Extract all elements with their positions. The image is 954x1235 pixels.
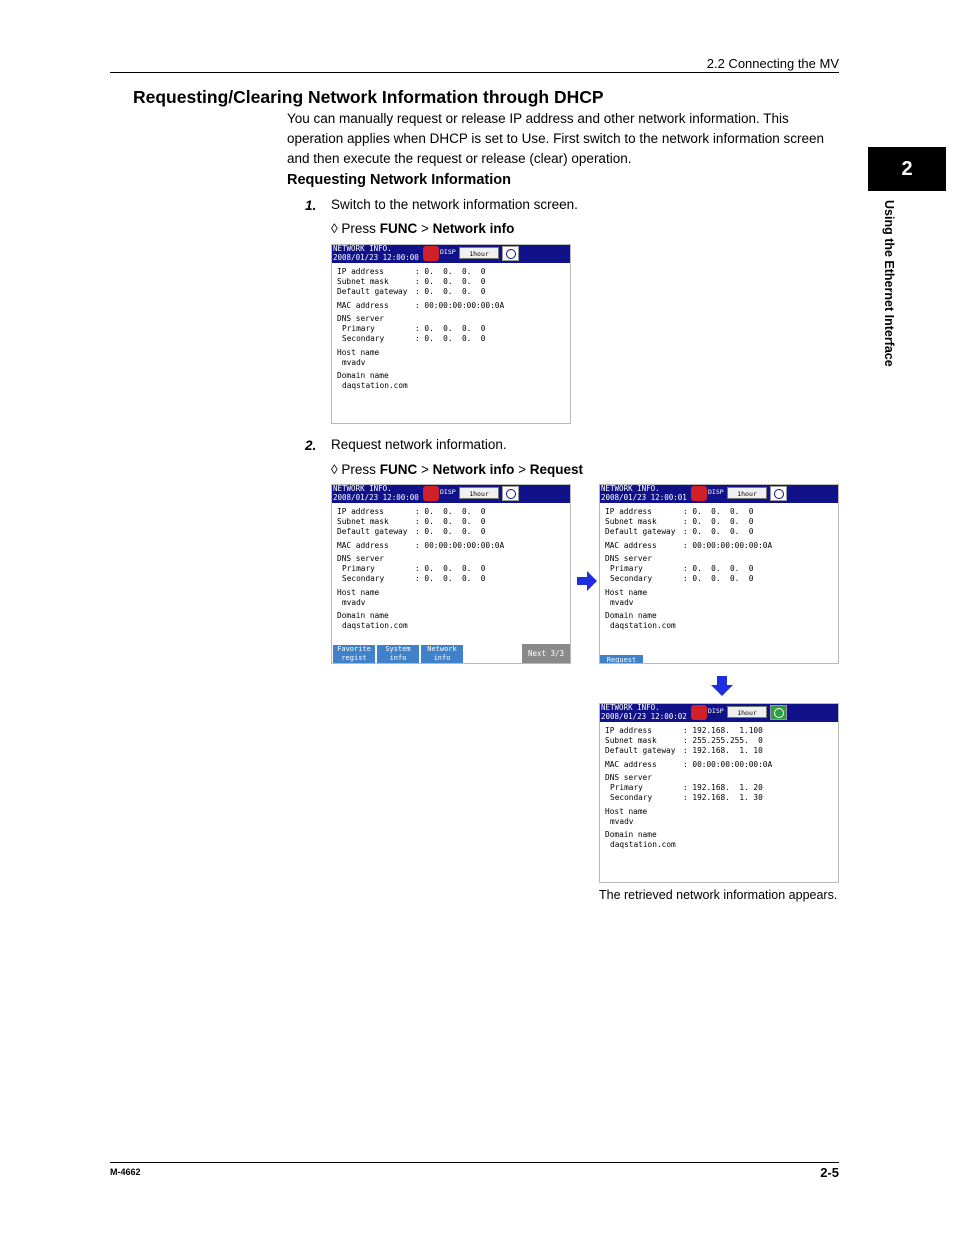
step-1 bbox=[305, 197, 578, 215]
info-row: Primary : 0. 0. 0. 0 bbox=[342, 324, 486, 333]
host-value: mvadv bbox=[610, 816, 634, 826]
screen-title: NETWORK INFO. 2008/01/23 12:00:01 bbox=[601, 484, 687, 502]
host-label: Host name bbox=[605, 587, 648, 597]
host-value: mvadv bbox=[342, 597, 366, 607]
screen-status-bar bbox=[332, 245, 570, 263]
alarm-icon bbox=[423, 246, 439, 261]
disp-label: DISP bbox=[708, 707, 724, 715]
info-row: Default gateway : 192.168. 1. 10 bbox=[605, 746, 763, 755]
info-row: Primary : 192.168. 1. 20 bbox=[610, 783, 763, 792]
host-value: mvadv bbox=[342, 357, 366, 367]
info-row: MAC address : 00:00:00:00:00:0A bbox=[337, 540, 505, 550]
next-softkey[interactable]: Next 3/3 bbox=[522, 644, 570, 664]
timespan-indicator: 1hour bbox=[727, 487, 767, 499]
dns-label: DNS server bbox=[337, 314, 384, 323]
domain-label: Domain name bbox=[605, 830, 657, 839]
dns-label: DNS server bbox=[337, 554, 384, 563]
info-row: Subnet mask : 255.255.255. 0 bbox=[605, 736, 763, 745]
chapter-tab: 2 bbox=[868, 147, 946, 191]
domain-label: Domain name bbox=[337, 371, 389, 380]
network-info-screen-softkeys bbox=[331, 484, 571, 664]
intro-paragraph: You can manually request or release IP address and other network information. This operation applies when DHCP is set to Use. First switch to the network information screen and then execute the request or release (clear) operation. bbox=[287, 111, 824, 166]
clock-icon bbox=[770, 705, 787, 720]
disp-label: DISP bbox=[440, 248, 456, 256]
chapter-side-label: Using the Ethernet Interface bbox=[882, 200, 896, 367]
clock-icon bbox=[502, 486, 519, 501]
info-row: Secondary : 0. 0. 0. 0 bbox=[610, 574, 754, 583]
host-label: Host name bbox=[337, 347, 380, 357]
network-info-screen bbox=[331, 244, 571, 424]
softkey[interactable]: Favorite regist bbox=[332, 644, 376, 664]
timespan-indicator: 1hour bbox=[459, 247, 499, 259]
screen-title: NETWORK INFO. 2008/01/23 12:00:00 bbox=[333, 244, 419, 262]
info-row: Secondary : 192.168. 1. 30 bbox=[610, 793, 763, 802]
host-value: mvadv bbox=[610, 597, 634, 607]
clock-icon bbox=[502, 246, 519, 261]
host-label: Host name bbox=[605, 806, 648, 816]
subsection-title: Requesting Network Information bbox=[287, 172, 511, 188]
alarm-icon bbox=[423, 486, 439, 501]
page-number: 2-5 bbox=[820, 1165, 839, 1180]
info-row: Default gateway : 0. 0. 0. 0 bbox=[605, 527, 754, 536]
alarm-icon bbox=[691, 705, 707, 720]
info-row: IP address : 192.168. 1.100 bbox=[605, 726, 763, 735]
info-row: IP address : 0. 0. 0. 0 bbox=[337, 267, 486, 276]
domain-label: Domain name bbox=[337, 611, 389, 620]
screen-status-bar bbox=[332, 485, 570, 503]
step-text: Request network information. bbox=[331, 437, 507, 452]
domain-value: daqstation.com bbox=[342, 381, 408, 390]
domain-label: Domain name bbox=[605, 611, 657, 620]
info-row: IP address : 0. 0. 0. 0 bbox=[605, 507, 754, 516]
arrow-down-icon bbox=[711, 676, 733, 696]
screen-status-bar bbox=[600, 485, 838, 503]
disp-label: DISP bbox=[440, 488, 456, 496]
step-number: 1. bbox=[305, 198, 317, 213]
screen-body bbox=[337, 267, 504, 391]
info-row: Secondary : 0. 0. 0. 0 bbox=[342, 574, 486, 583]
info-row: Default gateway : 0. 0. 0. 0 bbox=[337, 527, 486, 536]
running-header: 2.2 Connecting the MV bbox=[706, 56, 839, 71]
domain-value: daqstation.com bbox=[610, 621, 676, 630]
softkey[interactable]: Network info bbox=[420, 644, 464, 664]
section-title: Requesting/Clearing Network Information through DHCP bbox=[133, 87, 604, 107]
info-row: MAC address : 00:00:00:00:00:0A bbox=[605, 540, 773, 550]
screen-body bbox=[605, 726, 772, 850]
timespan-indicator: 1hour bbox=[459, 487, 499, 499]
host-label: Host name bbox=[337, 587, 380, 597]
arrow-right-icon bbox=[577, 571, 597, 591]
screen-body bbox=[605, 507, 772, 631]
step-2 bbox=[305, 437, 507, 455]
domain-value: daqstation.com bbox=[610, 840, 676, 849]
step-1-press: ◊ Press FUNC > Network info bbox=[331, 221, 515, 236]
info-row: Primary : 0. 0. 0. 0 bbox=[342, 564, 486, 573]
info-row: Secondary : 0. 0. 0. 0 bbox=[342, 334, 486, 343]
manual-code: M-4662 bbox=[110, 1167, 141, 1177]
clock-icon bbox=[770, 486, 787, 501]
softkey[interactable]: System info bbox=[376, 644, 420, 664]
step-text: Switch to the network information screen. bbox=[331, 197, 578, 212]
network-info-screen-request bbox=[599, 484, 839, 664]
info-row: IP address : 0. 0. 0. 0 bbox=[337, 507, 486, 516]
screen-status-bar bbox=[600, 704, 838, 722]
step-number: 2. bbox=[305, 438, 317, 453]
header-rule bbox=[110, 72, 839, 73]
info-row: Subnet mask : 0. 0. 0. 0 bbox=[337, 517, 486, 526]
footer-rule bbox=[110, 1162, 839, 1163]
disp-label: DISP bbox=[708, 488, 724, 496]
info-row: MAC address : 00:00:00:00:00:0A bbox=[605, 759, 773, 769]
screen-title: NETWORK INFO. 2008/01/23 12:00:02 bbox=[601, 703, 687, 721]
request-softkey[interactable]: Request bbox=[600, 655, 643, 664]
info-row: MAC address : 00:00:00:00:00:0A bbox=[337, 300, 505, 310]
info-row: Default gateway : 0. 0. 0. 0 bbox=[337, 287, 486, 296]
timespan-indicator: 1hour bbox=[727, 706, 767, 718]
dns-label: DNS server bbox=[605, 554, 652, 563]
info-row: Primary : 0. 0. 0. 0 bbox=[610, 564, 754, 573]
alarm-icon bbox=[691, 486, 707, 501]
screen-body bbox=[337, 507, 504, 631]
screen-caption: The retrieved network information appears. bbox=[599, 888, 838, 902]
step-2-press: ◊ Press FUNC > Network info > Request bbox=[331, 462, 584, 477]
info-row: Subnet mask : 0. 0. 0. 0 bbox=[337, 277, 486, 286]
info-row: Subnet mask : 0. 0. 0. 0 bbox=[605, 517, 754, 526]
screen-title: NETWORK INFO. 2008/01/23 12:00:00 bbox=[333, 484, 419, 502]
dns-label: DNS server bbox=[605, 773, 652, 782]
domain-value: daqstation.com bbox=[342, 621, 408, 630]
network-info-screen-retrieved bbox=[599, 703, 839, 883]
